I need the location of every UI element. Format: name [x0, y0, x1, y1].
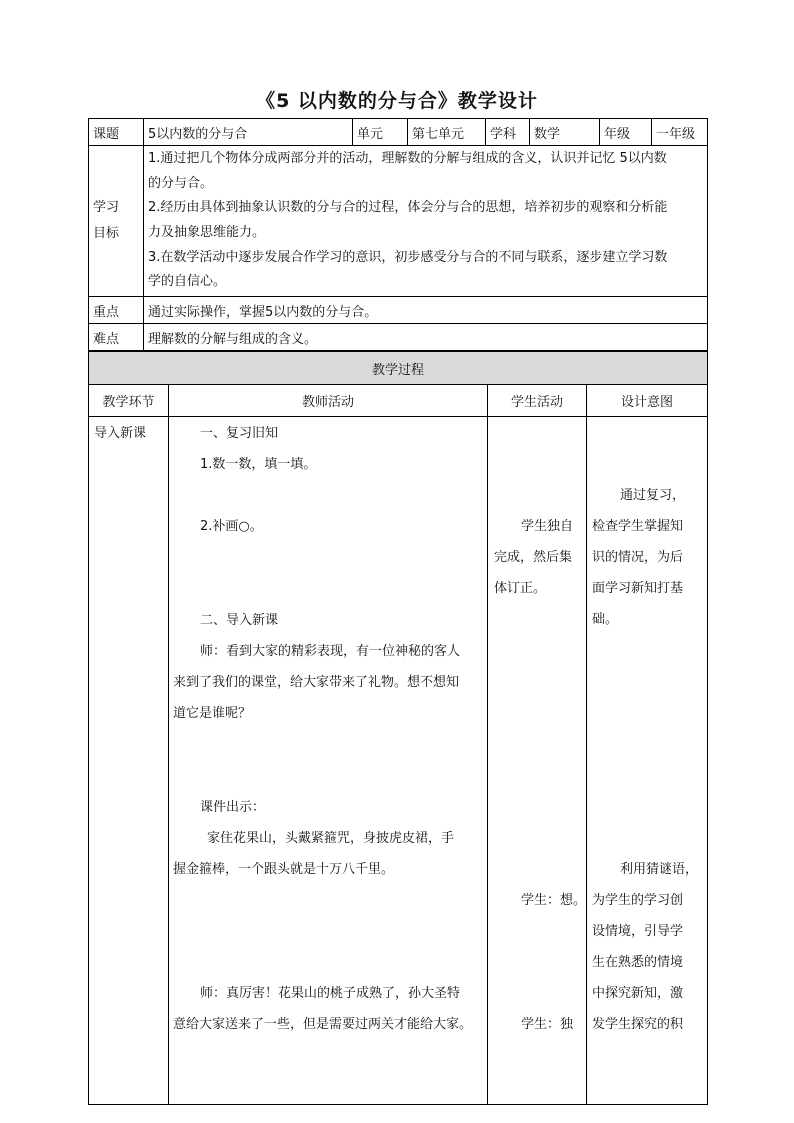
teacher-paragraph-line: 师：看到大家的精彩表现，有一位神秘的客人 [200, 644, 461, 659]
design-intent-line: 面学习新知打基 [592, 581, 684, 596]
teacher-activity-cell [169, 417, 488, 1105]
header-student: 学生活动 [488, 385, 587, 417]
key-point-label: 重点 [89, 297, 144, 324]
review-step-1: 1.数一数，填一填。 [200, 457, 317, 472]
student-activity-cell [488, 417, 587, 1105]
design-intent-cell [587, 417, 708, 1105]
courseware-label: 课件出示： [200, 800, 266, 815]
objective-line: 1.通过把几个物体分成两部分并的活动，理解数的分解与组成的含义，认识并记忆 5以内数 [148, 151, 667, 167]
difficulty-value: 理解数的分解与组成的含义。 [144, 324, 708, 351]
intro-heading: 二、导入新课 [200, 613, 279, 628]
stage-cell [89, 417, 169, 1105]
design-intent-line: 检查学生掌握知 [592, 519, 684, 534]
objective-line: 的分与合。 [148, 175, 214, 191]
objective-line: 2.经历由具体到抽象认识数的分与合的过程，体会分与合的思想，培养初步的观察和分析能 [148, 200, 668, 216]
review-step-2: 2.补画○。 [200, 519, 263, 534]
objectives-cell [144, 146, 708, 297]
objective-line: 3.在数学活动中逐步发展合作学习的意识，初步感受分与合的不同与联系，逐步建立学习数 [148, 249, 668, 265]
grade-value: 一年级 [652, 119, 708, 146]
teacher-paragraph-line: 来到了我们的课堂，给大家带来了礼物。想不想知 [173, 675, 460, 690]
teacher-paragraph-line: 意给大家送来了一些，但是需要过两关才能给大家。 [173, 1017, 473, 1032]
lesson-info-table [88, 118, 708, 351]
header-teacher: 教师活动 [169, 385, 488, 417]
process-section-title: 教学过程 [89, 352, 708, 385]
design-intent-line: 设情境，引导学 [592, 924, 684, 939]
design-intent-line: 利用猜谜语， [620, 862, 699, 877]
design-intent-line: 为学生的学习创 [592, 893, 684, 908]
design-intent-line: 通过复习， [620, 488, 686, 503]
student-activity-line: 体订正。 [494, 581, 547, 596]
subject-label: 学科 [486, 119, 530, 146]
topic-value: 5以内数的分与合 [144, 119, 353, 146]
unit-value: 第七单元 [408, 119, 486, 146]
design-intent-line: 识的情况，为后 [592, 550, 684, 565]
teaching-process-table [88, 351, 708, 1105]
subject-value: 数学 [530, 119, 600, 146]
student-activity-line: 学生独自 [521, 519, 574, 534]
riddle-line: 握金箍棒，一个跟头就是十万八千里。 [173, 862, 395, 877]
student-activity-line: 完成，然后集 [494, 550, 573, 565]
objective-line: 力及抽象思维能力。 [148, 225, 266, 240]
topic-label: 课题 [89, 119, 144, 146]
objectives-label: 学习 目标 [89, 146, 144, 297]
unit-label: 单元 [353, 119, 408, 146]
header-stage: 教学环节 [89, 385, 169, 417]
header-intent: 设计意图 [587, 385, 708, 417]
student-activity-line: 学生：独 [521, 1017, 574, 1032]
design-intent-line: 中探究新知，激 [592, 986, 684, 1001]
riddle-line: 家住花果山，头戴紧箍咒，身披虎皮裙，手 [207, 831, 455, 846]
objective-line: 学的自信心。 [148, 274, 227, 290]
design-intent-line: 生在熟悉的情境 [592, 955, 684, 970]
grade-label: 年级 [600, 119, 652, 146]
teacher-paragraph-line: 道它是谁呢？ [173, 706, 252, 721]
stage-name: 导入新课 [94, 426, 147, 441]
teacher-paragraph-line: 师：真厉害！花果山的桃子成熟了，孙大圣特 [200, 986, 461, 1001]
review-heading: 一、复习旧知 [200, 426, 279, 441]
student-activity-line: 学生：想。 [521, 893, 587, 908]
key-point-value: 通过实际操作，掌握5以内数的分与合。 [144, 297, 708, 324]
page-title: 《5 以内数的分与合》教学设计 [256, 90, 538, 112]
design-intent-line: 发学生探究的积 [592, 1017, 684, 1032]
difficulty-label: 难点 [89, 324, 144, 351]
design-intent-line: 础。 [592, 612, 619, 627]
